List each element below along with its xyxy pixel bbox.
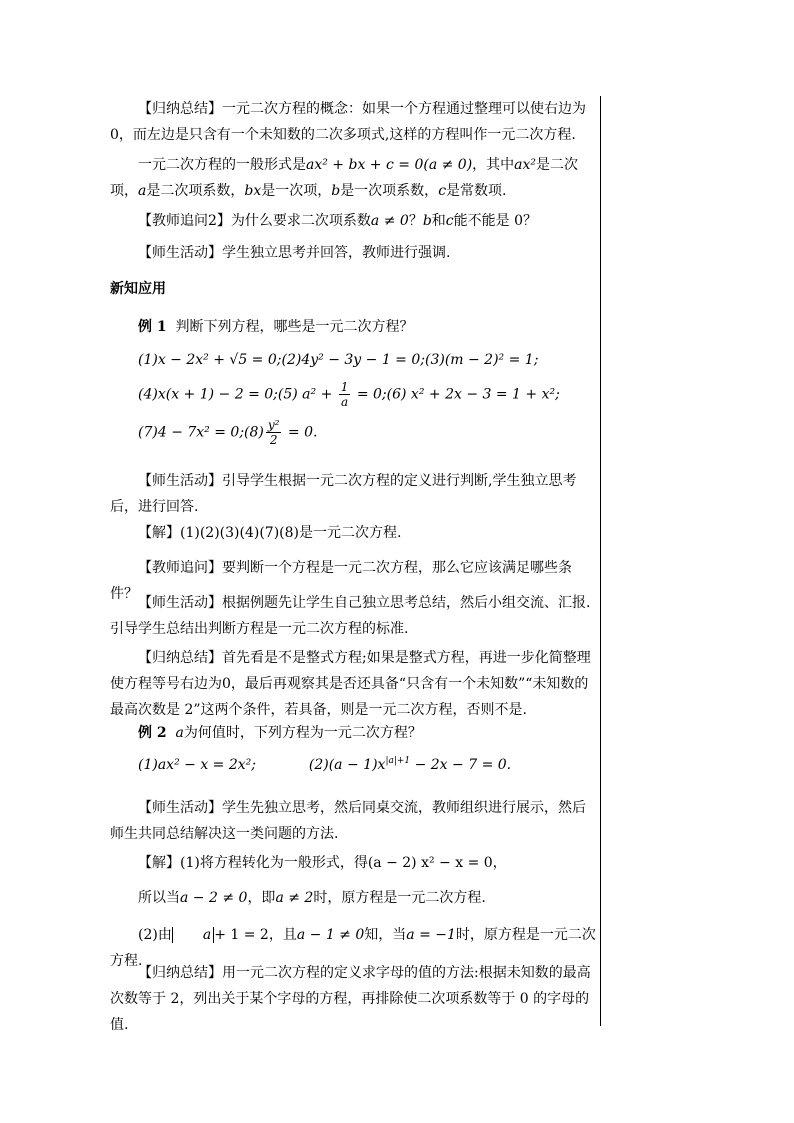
equation-line-1: (1)x − 2x² + √5 = 0;(2)4y² − 3y − 1 = 0;(3)(m − 2)² = 1; <box>138 352 539 368</box>
teacher-question-2: 【教师追问2】为什么要求二次项系数a ≠ 0？b和c能不能是 0？ <box>138 213 537 229</box>
tag: 【归纳总结】 <box>138 101 222 117</box>
general-form-paragraph: 一元二次方程的一般形式是ax² + bx + c = 0(a ≠ 0)，其中ax²是二次项，a是二次项系数，bx是一次项，b是一次项系数，c是常数项. <box>110 157 579 199</box>
summary-paragraph-1: 【归纳总结】一元二次方程的概念：如果一个方程通过整理可以使右边为0，而左边是只含有一个未知数的二次多项式,这样的方程叫作一元二次方程. <box>110 101 586 143</box>
solution-1: 【解】(1)(2)(3)(4)(7)(8)是一元二次方程. <box>138 525 402 541</box>
fraction: $\frac{\text{y²}}{2}$ <box>267 418 280 447</box>
solution-2a: 【解】(1)将方程转化为一般形式，得(a − 2) x² − x = 0， <box>138 855 507 871</box>
activity-2: 【师生活动】引导学生根据一元二次方程的定义进行判断,学生独立思考后，进行回答. <box>110 473 577 515</box>
summary-paragraph-3: 【归纳总结】用一元二次方程的定义求字母的值的方法:根据未知数的最高次数等于 2，列出关于某个字母的方程，再排除使二次项系数等于 0 的字母的值. <box>110 965 591 1033</box>
equation-line-4: (1)ax² − x = 2x²; $(2)(a - 1)x^{|a|+1} - 2x - 7 = 0$. <box>138 756 512 773</box>
example-2: 例 2 a为何值时，下列方程为一元二次方程？ <box>138 725 422 741</box>
margin-rule <box>600 96 601 1026</box>
solution-2b: (2)由 a + 1 = 2，且a − 1 ≠ 0知，当a = −1时，原方程是一元二次方程. <box>110 927 596 969</box>
section-heading: 新知应用 <box>110 281 166 297</box>
fraction: $\frac{1}{a}$ <box>340 380 349 409</box>
equation-line-2: (4)x(x + 1) − 2 = 0;(5) a² + $\frac{1}{a}$ = 0;(6) x² + 2x − 3 = 1 + x²; <box>138 380 560 409</box>
solution-2a-cont: 所以当a − 2 ≠ 0，即a ≠ 2时，原方程是一元二次方程. <box>138 890 486 906</box>
activity-4: 【师生活动】学生先独立思考，然后同桌交流，教师组织进行展示，然后师生共同总结解决这一类问题的方法. <box>110 800 586 842</box>
equation-line-3: (7)4 − 7x² = 0;(8) $\frac{\text{y²}}{2}$ = 0. <box>138 418 318 447</box>
example-1: 例 1 判断下列方程，哪些是一元二次方程？ <box>138 319 414 335</box>
activity-1: 【师生活动】学生独立思考并回答，教师进行强调. <box>138 245 451 261</box>
summary-paragraph-2: 【归纳总结】首先看是不是整式方程;如果是整式方程，再进一步化简整理使方程等号右边为0，最后再观察其是否还具备“只含有一个未知数”“未知数的最高次数是 2”这两个条件，若具备，则是一元二次方程，否则不是. <box>110 650 591 718</box>
teacher-question: 【教师追问】要判断一个方程是一元二次方程，那么它应该满足哪些条件？ <box>110 560 572 602</box>
activity-3: 【师生活动】根据例题先让学生自己独立思考总结，然后小组交流、汇报.引导学生总结出判断方程是一元二次方程的标准. <box>110 595 591 637</box>
